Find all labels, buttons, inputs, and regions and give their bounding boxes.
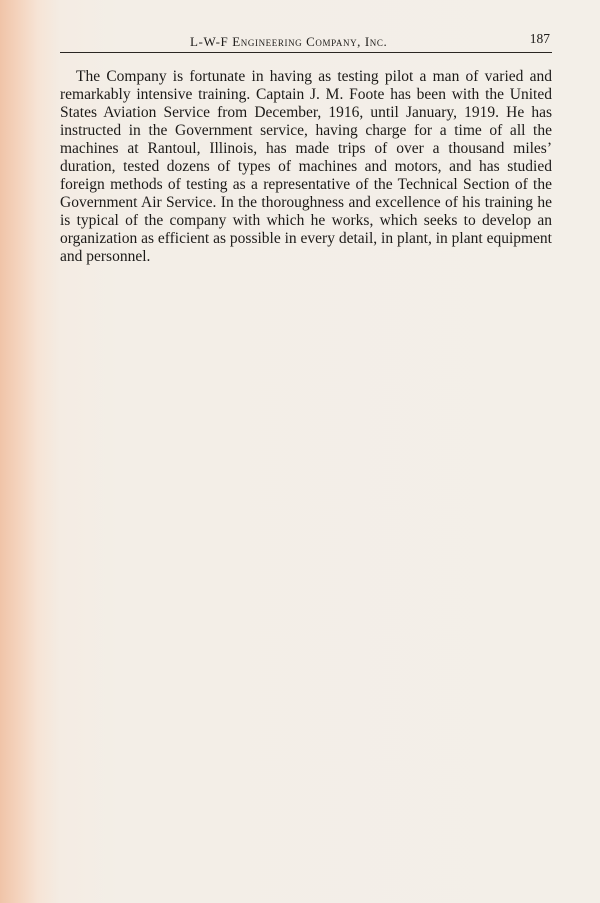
body-paragraph: The Company is fortunate in having as testing pilot a man of varied and remarkably intensive training. Captain J. M. Foote has been with the United States Aviation Service from December, 1916, until January, 1919. He has instructed in the Government service, having charge for a time of all the machines at Rantoul, Illinois, has made trips of over a thousand miles’ duration, tested dozens of types of machines and motors, and has studied foreign methods of testing as a representative of the Technical Section of the Government Air Service. In the thoroughness and excellence of his training he is typical of the company with which he works, which seeks to develop an organization as efficient as possible in every detail, in plant, in plant equipment and personnel. — [60, 68, 552, 265]
page-header — [60, 30, 552, 53]
page-number: 187 — [529, 31, 550, 46]
running-title: L-W-F Engineering Company, Inc. — [190, 34, 388, 49]
